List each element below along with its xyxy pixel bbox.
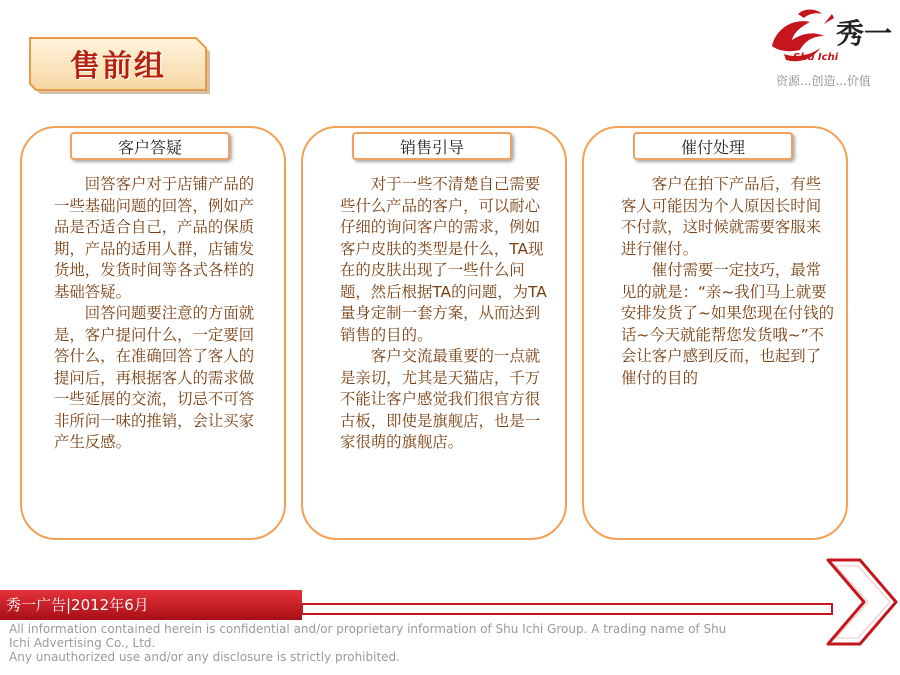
panel-text-customer-qa [54, 174, 268, 454]
disclaimer-line: All information contained herein is confidential and/or proprietary information of Shu Ichi Group. A trading name of Shu [9, 622, 727, 636]
right-arrow-icon [820, 552, 900, 652]
panel-label-payment-reminder: 催付处理 [633, 132, 793, 160]
panel-text-sales-guidance [340, 174, 554, 454]
logo-wordmark: 秀一 [836, 17, 893, 50]
panel-text-payment-reminder [621, 174, 835, 389]
footer-label: 秀一广告|2012年6月 [6, 596, 149, 614]
confidentiality-disclaimer [9, 622, 749, 664]
disclaimer-line: Any unauthorized use and/or any disclosure is strictly prohibited. [9, 650, 400, 664]
disclaimer-line: Ichi Advertising Co., Ltd. [9, 636, 156, 650]
paragraph: 回答客户对于店铺产品的一些基础问题的回答，例如产品是否适合自己，产品的保质期，产品的适用人群，店铺发货地，发货时间等各式各样的基础答疑。 [54, 175, 255, 301]
paragraph: 催付需要一定技巧，最常见的就是：“亲~我们马上就要安排发货了~如果您现在付钱的话~今天就能帮您发货哦~”不会让客户感到反而，也起到了催付的目的 [621, 261, 834, 387]
footer-arrow-line [302, 600, 862, 622]
panel-label-customer-qa: 客户答疑 [70, 132, 230, 160]
paragraph: 对于一些不清楚自己需要些什么产品的客户，可以耐心仔细的询问客户的需求，例如客户皮肤的类型是什么，TA现在的皮肤出现了一些什么问题，然后根据TA的问题，为TA量身定制一套方案，从而达到销售的目的。 [340, 175, 547, 344]
panel-label-sales-guidance: 销售引导 [352, 132, 512, 160]
logo-english-name: Shu Ichi [793, 52, 839, 63]
paragraph: 客户交流最重要的一点就是亲切，尤其是天猫店，千万不能让客户感觉我们很官方很古板，即使是旗舰店，也是一家很萌的旗舰店。 [340, 347, 541, 451]
logo-slogan: 资源...创造...价值 [776, 74, 871, 88]
paragraph: 客户在拍下产品后，有些客人可能因为个人原因长时间不付款，这时候就需要客服来进行催付。 [621, 175, 822, 258]
paragraph: 回答问题要注意的方面就是，客户提问什么，一定要回答什么，在准确回答了客人的提问后，再根据客人的需求做一些延展的交流，切忌不可答非所问一味的推销，会让买家产生反感。 [54, 304, 255, 451]
page-title: 售前组 [70, 49, 166, 84]
